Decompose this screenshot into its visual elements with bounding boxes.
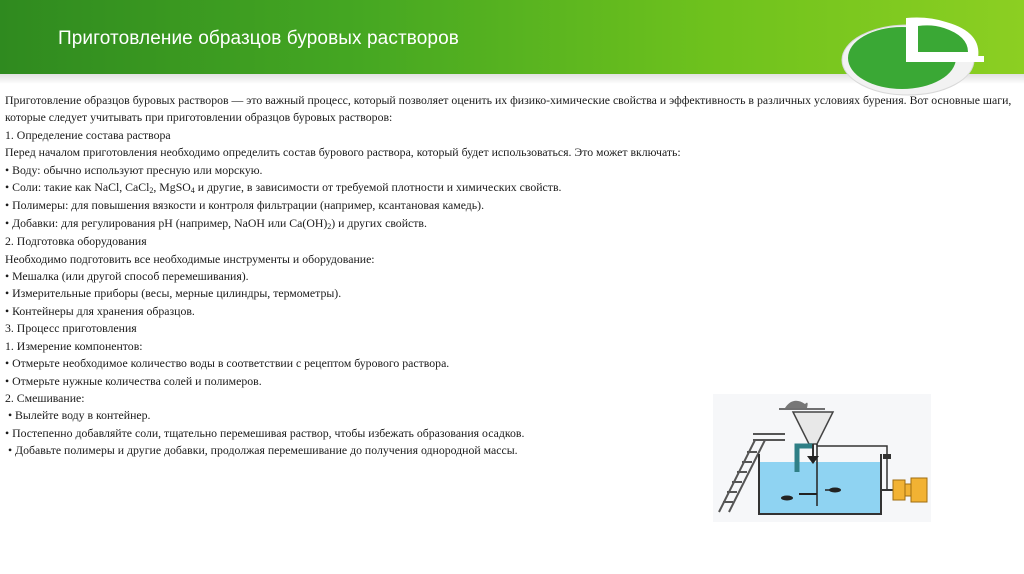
list-item-additives [5,215,1020,233]
salts-sub-1: 2 [149,186,154,196]
list-item-pour: • Вылейте воду в контейнер. [5,408,151,423]
logo-icon [836,12,986,98]
list-item-add-polymers: • Добавьте полимеры и другие добавки, продолжая перемешивание до получения однородной массы. [5,443,518,458]
mixing-tank-diagram [713,394,931,522]
step-mixing-title: 2. Смешивание: [5,390,85,405]
salts-text-a: • Соли: такие как NaCl, CaCl [5,180,150,195]
section-2-lead: Необходимо подготовить все необходимые инструменты и оборудование: [5,251,375,266]
list-item-water: • Воду: обычно используют пресную или морскую. [5,162,263,177]
salts-sub-2: 4 [190,186,195,196]
list-item-measure-water: • Отмерьте необходимое количество воды в соответствии с рецептом бурового раствора. [5,356,450,371]
salts-text-c: и другие, в зависимости от требуемой плотности и химических свойств. [194,180,562,195]
step-measure-title: 1. Измерение компонентов: [5,338,143,353]
list-item-instruments: • Измерительные приборы (весы, мерные цилиндры, термометры). [5,286,342,301]
intro-paragraph: Приготовление образцов буровых растворов — это важный процесс, который позволяет оценить их физико-химические свойства и эффективность в различных условиях бурения. Вот основные шаги, которые следует учитывать при приготовлении образцов буровых растворов: [5,93,1012,125]
list-item-add-salts: • Постепенно добавляйте соли, тщательно перемешивая раствор, чтобы избежать образования осадков. [5,425,525,440]
tank-water [759,462,881,514]
section-2-title: 2. Подготовка оборудования [5,234,147,249]
section-1-title: 1. Определение состава раствора [5,127,171,142]
section-3-title: 3. Процесс приготовления [5,321,137,336]
slide-title: Приготовление образцов буровых растворов [58,28,459,49]
additives-text-a: • Добавки: для регулирования pH (например, NaOH или Ca(OH) [5,215,328,230]
list-item-measure-salts: • Отмерьте нужные количества солей и полимеров. [5,373,262,388]
section-1-lead: Перед началом приготовления необходимо определить состав бурового раствора, который будет использоваться. Это может включать: [5,145,681,160]
list-item-mixer: • Мешалка (или другой способ перемешивания). [5,269,249,284]
list-item-containers: • Контейнеры для хранения образцов. [5,303,195,318]
additives-text-b: ) и других свойств. [331,215,427,230]
list-item-salts [5,179,1020,197]
list-item-polymers: • Полимеры: для повышения вязкости и контроля фильтрации (например, ксантановая камедь). [5,198,485,213]
salts-text-b: , MgSO [153,180,191,195]
additives-sub: 2 [327,221,332,231]
